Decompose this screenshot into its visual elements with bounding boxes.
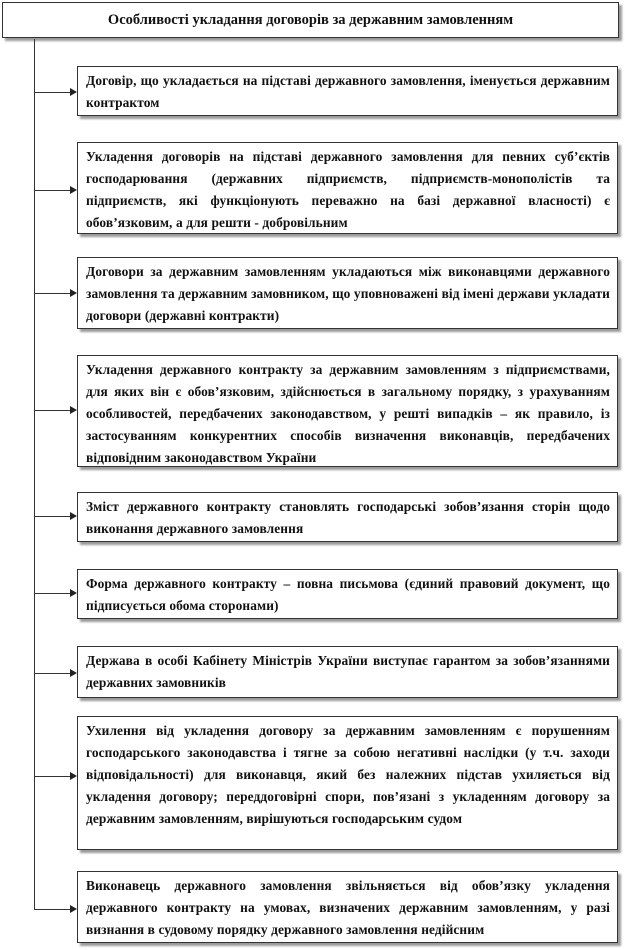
feature-box-4: Укладення державного контракту за державним замовленням з підприємствами, для яких він є обов’язковим, здійснюється в загальному порядку, з урахуванням особливостей, передбачених законодавством, у решті випадків – як правило, із застосуванням конкурентних способів визначення виконавців, передбачених відповідним законодавством України <box>77 355 618 467</box>
feature-box-6: Форма державного контракту – повна письмова (єдиний правовий документ, що підписується обома сторонами) <box>77 569 618 619</box>
feature-box-1: Договір, що укладається на підставі державного замовлення, іменується державним контрактом <box>77 66 618 116</box>
feature-box-5: Зміст державного контракту становлять господарські зобов’язання сторін щодо виконання державного замовлення <box>77 492 618 542</box>
arrow-right-icon <box>70 905 77 913</box>
connector-line <box>34 190 70 191</box>
connector-line <box>34 593 70 594</box>
connector-spine <box>34 39 35 910</box>
connector-line <box>34 909 70 910</box>
arrow-right-icon <box>70 186 77 194</box>
connector-line <box>34 673 70 674</box>
arrow-right-icon <box>70 669 77 677</box>
feature-box-7: Держава в особі Кабінету Міністрів України виступає гарантом за зобов’язаннями державних замовників <box>77 646 618 698</box>
connector-line <box>34 776 70 777</box>
connector-line <box>34 293 70 294</box>
arrow-right-icon <box>70 88 77 96</box>
feature-box-9: Виконавець державного замовлення звільняється від обов’язку укладення державного контракту на умовах, визначених державним замовленням, у разі визнання в судовому порядку державного замовлення недійсним <box>77 871 618 943</box>
connector-line <box>34 92 70 93</box>
feature-box-3: Договори за державним замовленням укладаються між виконавцями державного замовлення та державним замовником, що уповноважені від імені держави укладати договори (державні контракти) <box>77 257 618 329</box>
arrow-right-icon <box>70 589 77 597</box>
connector-line <box>34 516 70 517</box>
arrow-right-icon <box>70 406 77 414</box>
arrow-right-icon <box>70 772 77 780</box>
diagram-title: Особливості укладання договорів за державним замовленням <box>2 2 619 38</box>
arrow-right-icon <box>70 289 77 297</box>
arrow-right-icon <box>70 512 77 520</box>
feature-box-2: Укладення договорів на підставі державного замовлення для певних суб’єктів господарювання (державних підприємств, підприємств-монополістів та підприємств, які функціонують переважно на базі державної власності) є обов’язковим, а для решти - добровільним <box>77 142 618 234</box>
feature-box-8: Ухилення від укладення договору за державним замовленням є порушенням господарського законодавства і тягне за собою негативні наслідки (у т.ч. заходи відповідальності) для виконавця, який без належних підстав ухиляється від укладення договору; переддоговірні спори, пов’язані з укладенням договору за державним замовленням, вирішуються господарським судом <box>77 716 618 850</box>
connector-line <box>34 410 70 411</box>
